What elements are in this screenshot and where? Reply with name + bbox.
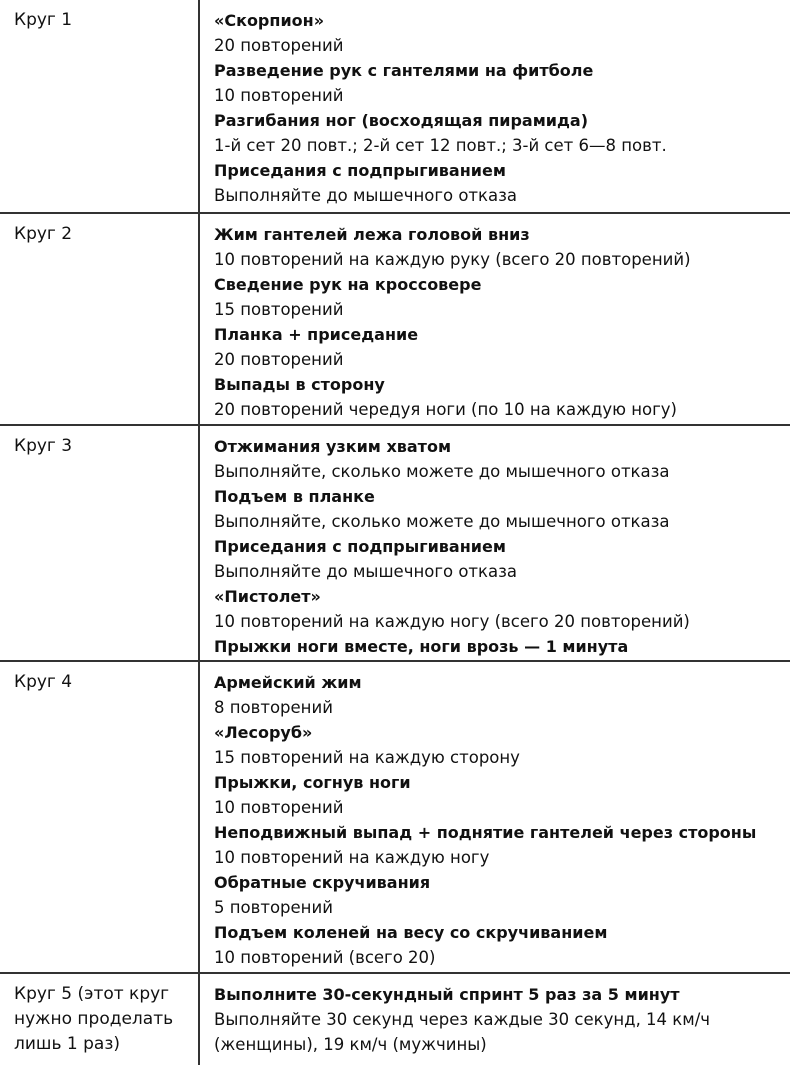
exercise-detail: 20 повторений чередуя ноги (по 10 на каждую ногу) (214, 400, 677, 419)
exercise-detail: Выполняйте до мышечного отказа (214, 186, 518, 205)
exercise-name: Армейский жим (214, 673, 362, 692)
exercise-detail: 10 повторений на каждую руку (всего 20 повторений) (214, 250, 691, 269)
exercise-name: «Скорпион» (214, 11, 325, 30)
round-row-4 (0, 662, 790, 972)
exercise-detail: Выполняйте до мышечного отказа (214, 562, 518, 581)
exercise-name: Подъем в планке (214, 487, 375, 506)
exercise-list (214, 434, 784, 659)
round-row-1 (0, 0, 790, 212)
round-row-3 (0, 426, 790, 660)
exercise-name: Отжимания узким хватом (214, 437, 452, 456)
exercise-detail: 20 повторений (214, 36, 344, 55)
exercise-name: Планка + приседание (214, 325, 419, 344)
exercise-list (214, 982, 784, 1057)
exercise-detail: Выполняйте 30 секунд через каждые 30 секунд, 14 км/ч (женщины), 19 км/ч (мужчины) (214, 1010, 711, 1054)
exercise-detail: 15 повторений на каждую сторону (214, 748, 520, 767)
exercise-detail: 10 повторений (214, 86, 344, 105)
exercise-name: Прыжки ноги вместе, ноги врозь — 1 минута (214, 637, 629, 656)
exercise-name: Подъем коленей на весу со скручиванием (214, 923, 608, 942)
exercise-name: Разгибания ног (восходящая пирамида) (214, 111, 589, 130)
round-row-2 (0, 214, 790, 424)
exercise-detail: 20 повторений (214, 350, 344, 369)
exercise-name: «Лесоруб» (214, 723, 313, 742)
exercise-list (214, 222, 784, 422)
exercise-name: Неподвижный выпад + поднятие гантелей через стороны (214, 823, 757, 842)
exercise-list (214, 8, 784, 208)
round-label: Круг 2 (14, 224, 73, 244)
exercise-detail: 10 повторений на каждую ногу (всего 20 повторений) (214, 612, 690, 631)
exercise-detail: 8 повторений (214, 698, 333, 717)
exercise-name: Выполните 30-секундный спринт 5 раз за 5 минут (214, 985, 680, 1004)
exercise-detail: 10 повторений на каждую ногу (214, 848, 490, 867)
round-label: Круг 3 (14, 436, 73, 456)
round-row-5 (0, 974, 790, 1065)
exercise-list (214, 670, 784, 970)
round-label: Круг 4 (14, 672, 73, 692)
exercise-detail: 15 повторений (214, 300, 344, 319)
exercise-name: Приседания с подпрыгиванием (214, 161, 506, 180)
exercise-name: Разведение рук с гантелями на фитболе (214, 61, 594, 80)
exercise-name: Приседания с подпрыгиванием (214, 537, 506, 556)
exercise-name: Выпады в сторону (214, 375, 385, 394)
exercise-detail: Выполняйте, сколько можете до мышечного отказа (214, 512, 670, 531)
exercise-detail: 10 повторений (всего 20) (214, 948, 436, 967)
exercise-name: Сведение рук на кроссовере (214, 275, 482, 294)
exercise-name: Жим гантелей лежа головой вниз (214, 225, 530, 244)
exercise-name: Прыжки, согнув ноги (214, 773, 411, 792)
exercise-name: Обратные скручивания (214, 873, 431, 892)
exercise-detail: 10 повторений (214, 798, 344, 817)
exercise-name: «Пистолет» (214, 587, 321, 606)
exercise-detail: Выполняйте, сколько можете до мышечного отказа (214, 462, 670, 481)
exercise-detail: 1-й сет 20 повт.; 2-й сет 12 повт.; 3-й сет 6—8 повт. (214, 136, 667, 155)
round-label: Круг 5 (этот круг нужно проделать лишь 1 раз) (14, 984, 174, 1054)
round-label: Круг 1 (14, 10, 73, 30)
exercise-detail: 5 повторений (214, 898, 333, 917)
